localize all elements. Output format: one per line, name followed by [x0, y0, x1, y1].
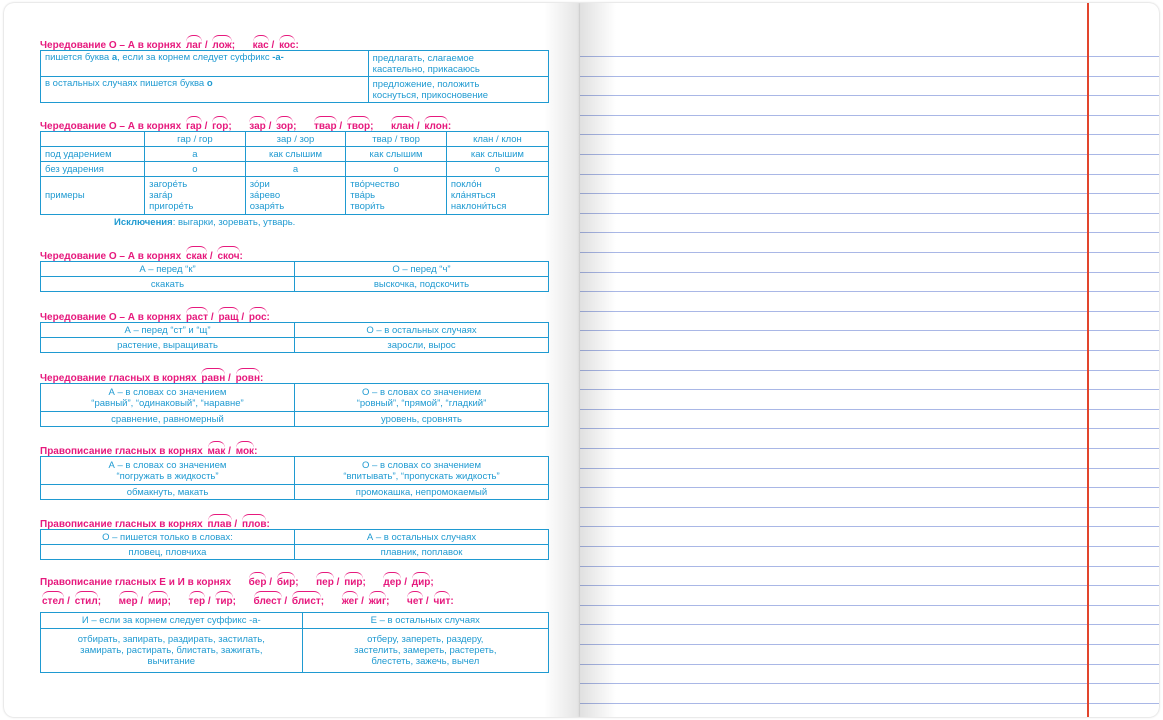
ruled-line	[580, 252, 1159, 253]
table-cell: заросли, вырос	[295, 338, 549, 353]
right-page-ruled	[580, 3, 1159, 717]
root-mark: пир	[344, 572, 362, 590]
rule-table	[40, 261, 549, 292]
table-row	[41, 545, 549, 560]
table-cell: О – в словах со значением “впитывать”, “пропускать жидкость”	[295, 457, 549, 485]
table-cell: предложение, положить коснуться, прикосновение	[368, 77, 548, 103]
ruled-line	[580, 389, 1159, 390]
ruled-line	[580, 193, 1159, 194]
ruled-line	[580, 526, 1159, 527]
table-cell: зар / зор	[245, 132, 346, 147]
ruled-line	[580, 291, 1159, 292]
table-row	[41, 412, 549, 427]
ruled-line	[580, 664, 1159, 665]
table-cell: О – в словах со значением “ровный”, “прямой”, “гладкий”	[295, 384, 549, 412]
left-page	[4, 3, 580, 717]
rule-table	[40, 383, 549, 427]
root-mark: гар	[186, 116, 202, 134]
table-header-row	[41, 262, 549, 277]
table-cell: О – перед “ч”	[295, 262, 549, 277]
ruled-line	[580, 370, 1159, 371]
ruled-line	[580, 213, 1159, 214]
ruled-line	[580, 134, 1159, 135]
root-mark: гор	[212, 116, 228, 134]
table-cell: как слышим	[346, 147, 447, 162]
section-o-a-lag-kas	[40, 35, 549, 103]
root-mark: зор	[276, 116, 293, 134]
section-o-a-skak	[40, 246, 549, 292]
ruled-line	[580, 487, 1159, 488]
table-cell: как слышим	[245, 147, 346, 162]
gutter-shadow	[580, 3, 616, 717]
root-mark: стил	[75, 591, 98, 609]
table-cell: а	[145, 147, 246, 162]
section-e-i	[40, 572, 549, 673]
root-mark: плав	[208, 514, 232, 532]
table-cell: А – в словах со значением “погружать в жидкость”	[41, 457, 295, 485]
rule-table	[40, 131, 549, 215]
exceptions-line	[40, 215, 549, 230]
table-cell: выскочка, подскочить	[295, 277, 549, 292]
ruled-line	[580, 76, 1159, 77]
ruled-line	[580, 585, 1159, 586]
table-cell: о	[446, 162, 548, 177]
root-mark: кос	[279, 35, 295, 53]
table-cell: А – перед “к”	[41, 262, 295, 277]
table-cell	[41, 132, 145, 147]
table-cell: о	[145, 162, 246, 177]
root-mark: стел	[42, 591, 64, 609]
ruled-line	[580, 683, 1159, 684]
table-row	[41, 177, 549, 215]
root-mark: плов	[242, 514, 267, 532]
root-mark: бир	[277, 572, 295, 590]
root-mark: твор	[347, 116, 370, 134]
root-mark: чит	[434, 591, 451, 609]
exceptions-label: Исключения	[114, 217, 173, 228]
ruled-line	[580, 350, 1159, 351]
table-cell: зо́ри за́рево озаря́ть	[245, 177, 346, 215]
table-cell: растение, выращивать	[41, 338, 295, 353]
root-mark: раст	[186, 307, 208, 325]
ruled-line	[580, 468, 1159, 469]
section-title: Правописание гласных Е и И в корнях бер / бир; пер / пир; дер / дир;	[40, 572, 549, 587]
table-cell: загоре́ть зага́р пригоре́ть	[145, 177, 246, 215]
root-mark: ровн	[236, 368, 260, 386]
table-cell: Е – в остальных случаях	[302, 613, 548, 629]
table-cell: отберу, запереть, раздеру, застелить, замереть, растереть, блестеть, зажечь, вычел	[302, 629, 548, 673]
table-header-row	[41, 384, 549, 412]
table-row	[41, 629, 549, 673]
ruled-line	[580, 507, 1159, 508]
root-mark: пер	[316, 572, 334, 590]
ruled-line	[580, 56, 1159, 57]
table-cell: промокашка, непромокаемый	[295, 485, 549, 500]
ruled-line	[580, 448, 1159, 449]
root-mark: мер	[119, 591, 138, 609]
table-header-row	[41, 323, 549, 338]
section-title: Правописание гласных в корнях мак / мок:	[40, 441, 549, 456]
ruled-line	[580, 95, 1159, 96]
ruled-line	[580, 272, 1159, 273]
rule-table	[40, 612, 549, 673]
section-o-a-rast	[40, 307, 549, 353]
section-title: Чередование гласных в корнях равн / ровн:	[40, 368, 549, 383]
table-cell: отбирать, запирать, раздирать, застилать, замирать, растирать, блистать, зажигать, вычитание	[41, 629, 303, 673]
root-mark: мир	[148, 591, 168, 609]
table-cell: обмакнуть, макать	[41, 485, 295, 500]
table-cell: А – в словах со значением “равный”, “одинаковый”, “наравне”	[41, 384, 295, 412]
ruled-line	[580, 409, 1159, 410]
rule-table	[40, 50, 549, 103]
ruled-line	[580, 232, 1159, 233]
root-mark: тер	[189, 591, 206, 609]
root-mark: дир	[412, 572, 431, 590]
section-title: Чередование О – А в корнях скак / скоч:	[40, 246, 549, 261]
root-mark: клан	[391, 116, 414, 134]
table-row	[41, 485, 549, 500]
table-cell: А – перед “ст” и “щ”	[41, 323, 295, 338]
table-cell: в остальных случаях пишется буква о	[41, 77, 369, 103]
table-row	[41, 338, 549, 353]
section-o-a-gar-zar-tvar-klan	[40, 116, 549, 230]
table-cell: плавник, поплавок	[295, 545, 549, 560]
table-cell: пловец, пловчиха	[41, 545, 295, 560]
ruled-line	[580, 174, 1159, 175]
root-mark: лаг	[186, 35, 202, 53]
ruled-line	[580, 311, 1159, 312]
table-cell: пишется буква а, если за корнем следует суффикс -а-	[41, 51, 369, 77]
root-mark: чет	[407, 591, 423, 609]
table-row	[41, 51, 549, 77]
root-mark: жиг	[369, 591, 386, 609]
table-cell: твар / твор	[346, 132, 447, 147]
ruled-line	[580, 703, 1159, 704]
table-cell: скакать	[41, 277, 295, 292]
ruled-line	[580, 644, 1159, 645]
table-cell: покло́н кла́няться наклони́ться	[446, 177, 548, 215]
table-cell: предлагать, слагаемое касательно, прикасаюсь	[368, 51, 548, 77]
table-row	[41, 277, 549, 292]
root-mark: рос	[249, 307, 267, 325]
root-mark: бер	[249, 572, 267, 590]
table-cell: клан / клон	[446, 132, 548, 147]
root-mark: мак	[208, 441, 226, 459]
table-cell: под ударением	[41, 147, 145, 162]
section-ravn	[40, 368, 549, 427]
table-row	[41, 147, 549, 162]
table-cell: о	[346, 162, 447, 177]
table-cell: без ударения	[41, 162, 145, 177]
ruled-line	[580, 154, 1159, 155]
root-mark: скак	[186, 246, 207, 264]
rule-table	[40, 529, 549, 560]
root-mark: скоч	[217, 246, 239, 264]
root-mark: жег	[342, 591, 359, 609]
table-header-row	[41, 613, 549, 629]
table-cell: примеры	[41, 177, 145, 215]
section-title-line2: стел / стил; мер / мир; тер / тир; блест / блист; жег / жиг; чет / чит:	[40, 591, 549, 606]
rule-table	[40, 322, 549, 353]
margin-line	[1087, 3, 1089, 717]
table-cell: О – в остальных случаях	[295, 323, 549, 338]
table-cell: О – пишется только в словах:	[41, 530, 295, 545]
table-row	[41, 162, 549, 177]
root-mark: мок	[236, 441, 254, 459]
root-mark: равн	[201, 368, 225, 386]
gutter-shadow	[544, 3, 580, 717]
table-row	[41, 77, 549, 103]
table-cell: как слышим	[446, 147, 548, 162]
root-mark: блист	[292, 591, 321, 609]
section-title: Правописание гласных в корнях плав / плов:	[40, 514, 549, 529]
exceptions-text: : выгарки, зоревать, утварь.	[172, 217, 296, 228]
section-plav	[40, 514, 549, 560]
root-mark: зар	[249, 116, 266, 134]
root-mark: тир	[215, 591, 232, 609]
table-cell: тво́рчество тва́рь твори́ть	[346, 177, 447, 215]
ruled-line	[580, 115, 1159, 116]
section-title: Чередование О – А в корнях гар / гор; зар / зор; твар / твор; клан / клон:	[40, 116, 549, 131]
table-header-row	[41, 132, 549, 147]
root-mark: твар	[314, 116, 337, 134]
ruled-lines	[580, 3, 1159, 717]
section-mak	[40, 441, 549, 500]
ruled-line	[580, 330, 1159, 331]
table-header-row	[41, 530, 549, 545]
root-mark: клон	[424, 116, 448, 134]
table-cell: И – если за корнем следует суффикс -а-	[41, 613, 303, 629]
root-mark: дер	[383, 572, 401, 590]
root-mark: кас	[253, 35, 269, 53]
table-cell: гар / гор	[145, 132, 246, 147]
table-header-row	[41, 457, 549, 485]
root-mark: лож	[212, 35, 231, 53]
table-cell: сравнение, равномерный	[41, 412, 295, 427]
rule-table	[40, 456, 549, 500]
section-title: Чередование О – А в корнях раст / ращ / рос:	[40, 307, 549, 322]
ruled-line	[580, 624, 1159, 625]
root-mark: блест	[254, 591, 282, 609]
ruled-line	[580, 546, 1159, 547]
section-title: Чередование О – А в корнях лаг / лож; кас / кос:	[40, 35, 549, 50]
table-cell: А – в остальных случаях	[295, 530, 549, 545]
table-cell: уровень, сровнять	[295, 412, 549, 427]
table-cell: а	[245, 162, 346, 177]
ruled-line	[580, 566, 1159, 567]
ruled-line	[580, 605, 1159, 606]
root-mark: ращ	[218, 307, 238, 325]
ruled-line	[580, 428, 1159, 429]
